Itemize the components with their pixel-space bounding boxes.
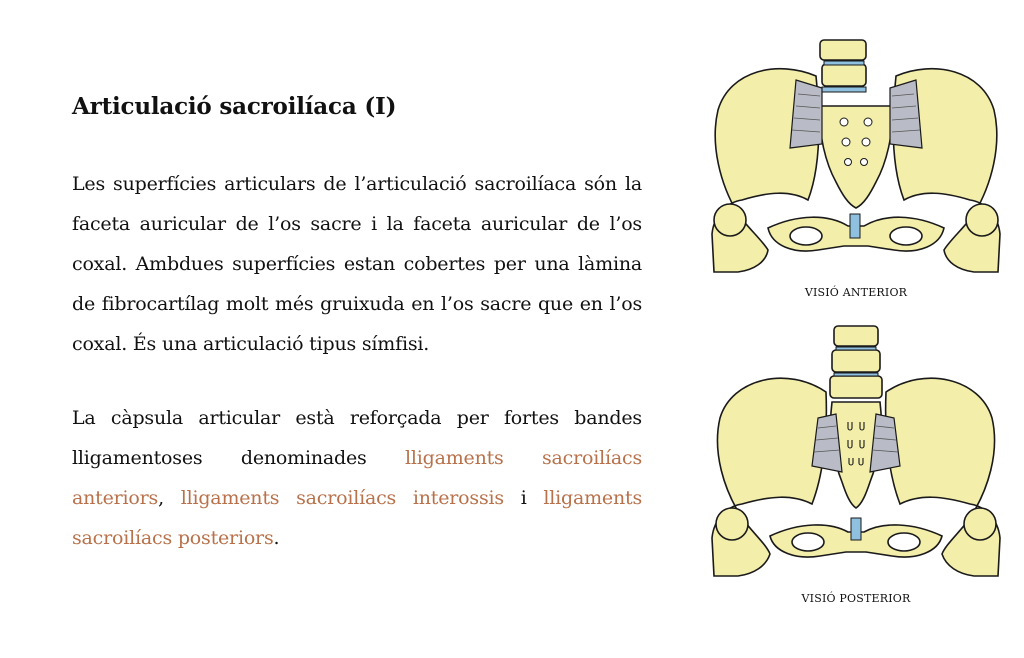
disc: [834, 373, 878, 376]
ligament-anterior-left: [790, 80, 822, 148]
pelvis-posterior-illustration: [708, 322, 1004, 580]
main-content: [72, 92, 642, 558]
paragraph-end: .: [273, 527, 280, 549]
lumbar-vertebra: [830, 376, 882, 398]
lumbar-vertebra: [834, 326, 878, 346]
caption-posterior-view: VISIÓ POSTERIOR: [801, 592, 911, 605]
obturator-foramen-right: [888, 533, 920, 551]
separator-and: i: [503, 487, 544, 509]
lumbar-vertebra: [832, 350, 880, 372]
disc: [822, 87, 866, 92]
pelvis-posterior-drawing: [708, 322, 1004, 580]
ligament-interossi-term: lligaments sacroilíacs interossis: [180, 487, 504, 509]
obturator-foramen-left: [792, 533, 824, 551]
ligament-anterior-right: [890, 80, 922, 148]
femur-head-right: [964, 508, 996, 540]
pelvis-anterior-illustration: [708, 14, 1004, 278]
caption-anterior-view: VISIÓ ANTERIOR: [804, 286, 908, 299]
ligament-posterior-term: lligaments sacroilíacs posteriors: [72, 487, 642, 549]
lumbar-vertebra: [820, 40, 866, 60]
ligament-anterior-term: lligaments sacroilíacs anteriors: [72, 447, 642, 509]
sacrum: [820, 106, 893, 208]
femur-head-right: [966, 204, 998, 236]
paragraph-capsule: [72, 398, 642, 558]
paragraph-articular-surfaces: Les superfícies articulars de l’articulació sacroilíaca són la faceta auricular de l’os sacre i la faceta auricular de l’os coxal. Ambdues superfícies estan cobertes per una làmina de fibrocartílag molt més gruixuda en l’os sacre que en l’os coxal. És una articulació tipus símfisi.: [72, 173, 642, 355]
disc: [824, 61, 864, 65]
paragraph-capsule-intro: La càpsula articular està reforçada per fortes bandes lligamentoses denominades: [72, 407, 642, 469]
pelvis-anterior-drawing: [708, 14, 1004, 278]
pubic-symphysis: [850, 214, 860, 238]
page-title: Articulació sacroilíaca (I): [72, 93, 397, 120]
obturator-foramen-left: [790, 227, 822, 245]
obturator-foramen-right: [890, 227, 922, 245]
separator-comma: ,: [158, 487, 181, 509]
femur-head-left: [716, 508, 748, 540]
pubic-symphysis: [851, 518, 861, 540]
lumbar-vertebra: [822, 64, 866, 86]
disc: [836, 347, 876, 350]
femur-head-left: [714, 204, 746, 236]
